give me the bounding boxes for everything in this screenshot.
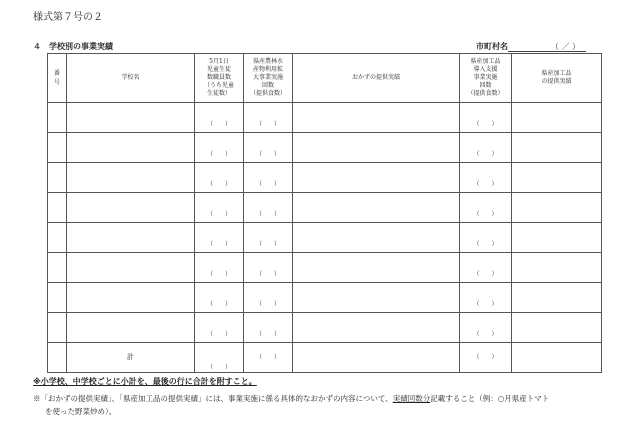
paren-placeholder: （ ） xyxy=(206,181,231,188)
header-jiku-line: （提供食数） xyxy=(249,90,286,97)
paren-placeholder: （ ） xyxy=(206,241,231,248)
header-no-line1: 番 xyxy=(53,70,60,77)
paren-placeholder: （ ） xyxy=(206,331,231,338)
school-cell[interactable] xyxy=(67,283,195,313)
jiku-cell[interactable] xyxy=(244,343,293,373)
okazu-cell[interactable] xyxy=(293,223,460,253)
total-label: 計 xyxy=(127,353,134,361)
students-cell[interactable] xyxy=(195,103,244,133)
okazu-cell[interactable] xyxy=(293,193,460,223)
no-cell[interactable] xyxy=(48,103,67,133)
no-cell[interactable] xyxy=(48,193,67,223)
municipality-label: 市町村名 xyxy=(476,42,508,51)
paren-placeholder: （ ） xyxy=(473,353,498,361)
header-students-line: 生徒数） xyxy=(206,90,231,97)
header-kako-support-line: 事業実施 xyxy=(473,74,498,81)
kako-support-cell[interactable] xyxy=(460,103,512,133)
okazu-cell[interactable] xyxy=(293,253,460,283)
kako-support-cell[interactable] xyxy=(460,133,512,163)
header-kako-support-line: 導入支援 xyxy=(473,66,498,73)
header-jiku-line: 県産農林水 xyxy=(252,58,283,65)
students-cell[interactable] xyxy=(195,313,244,343)
header-kako-results-line: 県産加工品 xyxy=(541,70,572,77)
school-cell[interactable] xyxy=(67,163,195,193)
header-kako-results-line: の提供実績 xyxy=(541,78,572,85)
students-cell[interactable] xyxy=(195,133,244,163)
table-row xyxy=(48,313,602,343)
header-kako-support-line: （提供食数） xyxy=(467,90,504,97)
students-cell[interactable] xyxy=(195,163,244,193)
kako-results-cell[interactable] xyxy=(512,133,602,163)
no-cell[interactable] xyxy=(48,163,67,193)
note-reporting-underline: 実績回数分 xyxy=(392,394,431,403)
paren-placeholder: （ ） xyxy=(206,211,231,218)
no-cell[interactable] xyxy=(48,343,67,373)
paren-placeholder: （ ） xyxy=(255,301,280,308)
kako-support-cell[interactable] xyxy=(460,313,512,343)
note-reporting-text: 記載すること（例：○月県産トマト xyxy=(430,394,550,403)
header-kako-support-line: 回数 xyxy=(479,82,492,89)
section-title: 学校別の事業実績 xyxy=(49,42,113,51)
header-jiku-line: 大事業実施 xyxy=(252,74,283,81)
municipality-field xyxy=(476,41,586,52)
table-row xyxy=(48,133,602,163)
paren-placeholder: （ ） xyxy=(255,181,280,188)
paren-placeholder: （ ） xyxy=(473,151,498,158)
kako-results-cell[interactable] xyxy=(512,253,602,283)
paren-placeholder: （ ） xyxy=(206,301,231,308)
paren-placeholder: （ ） xyxy=(255,271,280,278)
students-cell[interactable] xyxy=(195,343,244,373)
table-row xyxy=(48,223,602,253)
kako-results-cell[interactable] xyxy=(512,283,602,313)
jiku-cell[interactable] xyxy=(244,193,293,223)
paren-placeholder: （ ） xyxy=(206,121,231,128)
table-row xyxy=(48,103,602,133)
kako-support-cell[interactable] xyxy=(460,253,512,283)
jiku-cell[interactable] xyxy=(244,103,293,133)
header-okazu: おかずの提供実績 xyxy=(293,54,460,103)
okazu-cell[interactable] xyxy=(293,163,460,193)
no-cell[interactable] xyxy=(48,283,67,313)
header-jiku xyxy=(244,54,293,103)
header-kako-results xyxy=(512,54,602,103)
table-row xyxy=(48,253,602,283)
jiku-cell[interactable] xyxy=(244,133,293,163)
paren-placeholder: （ ） xyxy=(473,301,498,308)
students-cell[interactable] xyxy=(195,193,244,223)
jiku-cell[interactable] xyxy=(244,253,293,283)
students-cell[interactable] xyxy=(195,223,244,253)
okazu-cell[interactable] xyxy=(293,103,460,133)
header-jiku-line: 産物利用拡 xyxy=(252,66,283,73)
header-kako-support-line: 県産加工品 xyxy=(470,58,501,65)
table-row xyxy=(48,283,602,313)
kako-support-cell[interactable] xyxy=(460,193,512,223)
kako-results-cell[interactable] xyxy=(512,163,602,193)
kako-support-cell[interactable] xyxy=(460,283,512,313)
kako-results-cell[interactable] xyxy=(512,223,602,253)
school-results-table xyxy=(47,53,602,373)
okazu-cell[interactable] xyxy=(293,283,460,313)
table-row xyxy=(48,163,602,193)
kako-results-cell[interactable] xyxy=(512,103,602,133)
header-jiku-line: 回数 xyxy=(261,82,274,89)
header-students-line: 児童生徒 xyxy=(206,66,231,73)
kako-support-cell[interactable] xyxy=(460,223,512,253)
students-cell[interactable] xyxy=(195,283,244,313)
okazu-cell[interactable] xyxy=(293,343,460,373)
note-reporting-continuation: を使った野菜炒め）。 xyxy=(45,407,117,416)
students-cell[interactable] xyxy=(195,253,244,283)
header-school: 学校名 xyxy=(67,54,195,103)
school-cell[interactable] xyxy=(67,343,195,373)
section-heading xyxy=(33,41,113,52)
school-cell[interactable] xyxy=(67,223,195,253)
header-no xyxy=(48,54,67,103)
section-number: ４ xyxy=(33,42,41,51)
kako-results-cell[interactable] xyxy=(512,193,602,223)
header-no-line2: 号 xyxy=(53,79,60,86)
school-cell[interactable] xyxy=(67,133,195,163)
paren-placeholder: （ ） xyxy=(255,121,280,128)
header-students-line: 5月1日 xyxy=(209,58,229,65)
okazu-cell[interactable] xyxy=(293,313,460,343)
table-row xyxy=(48,193,602,223)
kako-results-cell[interactable] xyxy=(512,343,602,373)
no-cell[interactable] xyxy=(48,253,67,283)
paren-placeholder: （ ） xyxy=(206,271,231,278)
no-cell[interactable] xyxy=(48,313,67,343)
municipality-blank[interactable] xyxy=(508,42,586,52)
paren-placeholder: （ ） xyxy=(473,181,498,188)
header-students-line: 数職員数 xyxy=(206,74,231,81)
no-cell[interactable] xyxy=(48,223,67,253)
note-reporting xyxy=(33,392,608,418)
paren-placeholder: （ ） xyxy=(473,211,498,218)
kako-support-cell[interactable] xyxy=(460,343,512,373)
jiku-cell[interactable] xyxy=(244,223,293,253)
school-cell[interactable] xyxy=(67,103,195,133)
kako-support-cell[interactable] xyxy=(460,163,512,193)
school-cell[interactable] xyxy=(67,313,195,343)
header-students xyxy=(195,54,244,103)
paren-placeholder: （ ） xyxy=(255,151,280,158)
paren-placeholder: （ ） xyxy=(206,151,231,158)
no-cell[interactable] xyxy=(48,133,67,163)
header-kako-support xyxy=(460,54,512,103)
okazu-cell[interactable] xyxy=(293,133,460,163)
jiku-cell[interactable] xyxy=(244,313,293,343)
header-students-line: （うち児童 xyxy=(203,82,234,89)
paren-placeholder: （ ） xyxy=(206,364,231,371)
total-row xyxy=(48,343,602,373)
paren-placeholder: （ ） xyxy=(255,353,280,361)
jiku-cell[interactable] xyxy=(244,163,293,193)
paren-placeholder: （ ） xyxy=(255,331,280,338)
paren-placeholder: （ ） xyxy=(255,241,280,248)
paren-placeholder: （ ） xyxy=(473,271,498,278)
paren-placeholder: （ ） xyxy=(255,211,280,218)
paren-placeholder: （ ） xyxy=(473,331,498,338)
kako-results-cell[interactable] xyxy=(512,313,602,343)
page-indicator: （ ／ ） xyxy=(550,42,580,51)
paren-placeholder: （ ） xyxy=(473,241,498,248)
paren-placeholder: （ ） xyxy=(473,121,498,128)
note-reporting-text: ※「おかずの提供実績」、「県産加工品の提供実績」には、事業実施に係る具体的なおかずの内容について、 xyxy=(33,394,393,403)
header-row xyxy=(48,54,602,103)
school-cell[interactable] xyxy=(67,193,195,223)
note-subtotal: ※小学校、中学校ごとに小計を、最後の行に合計を附すこと。 xyxy=(33,377,257,386)
jiku-cell[interactable] xyxy=(244,283,293,313)
school-cell[interactable] xyxy=(67,253,195,283)
form-number: 様式第７号の２ xyxy=(33,12,103,23)
